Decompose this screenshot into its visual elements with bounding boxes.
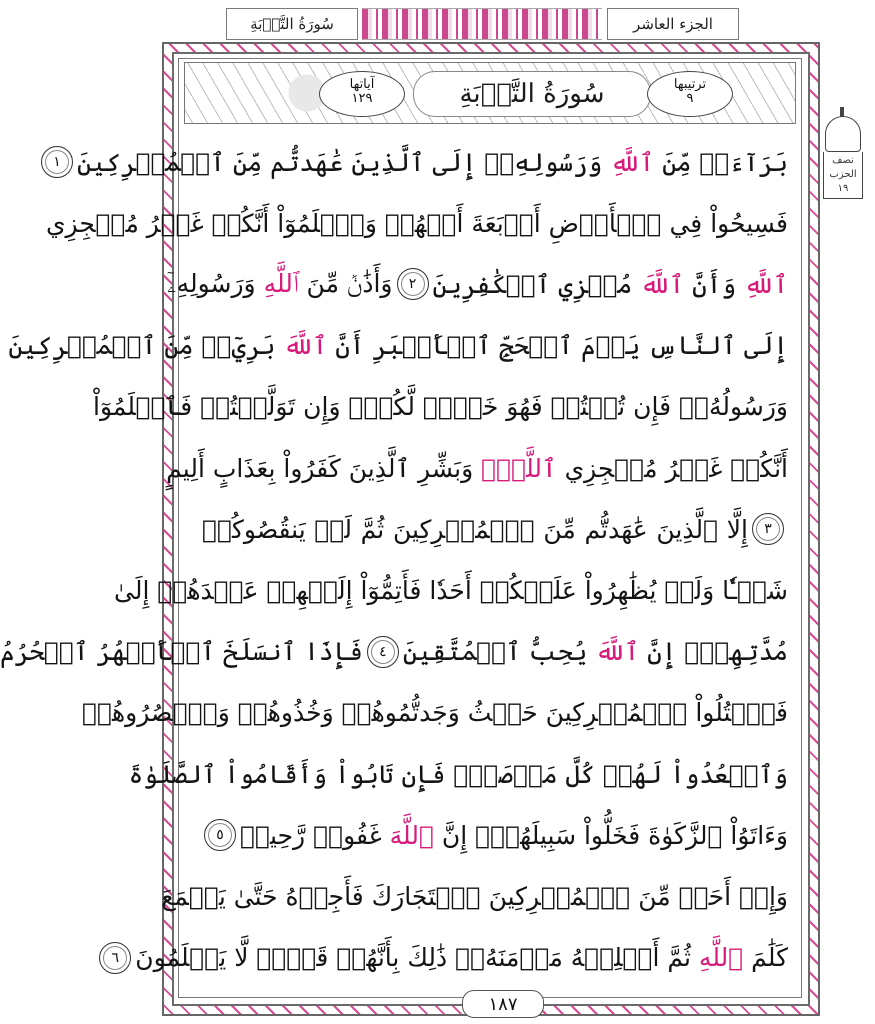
hizb-line-2: الحزب xyxy=(829,169,857,180)
order-label: ترتيبها xyxy=(673,77,707,92)
divine-name: ٱللَّهَ xyxy=(389,820,434,850)
verse-text xyxy=(161,882,788,911)
surah-order-medallion xyxy=(647,71,733,117)
ayah-number-marker: ٦ xyxy=(99,942,131,974)
surah-banner xyxy=(184,62,796,124)
verse-line xyxy=(128,748,788,800)
verses-value: ١٢٩ xyxy=(351,91,373,107)
verse-segment: مُدَّتِهِمۡۚ إِنَّ xyxy=(639,637,788,667)
verse-text xyxy=(129,760,788,789)
verse-line xyxy=(161,870,788,922)
page-number: ١٨٧ xyxy=(462,990,544,1018)
verse-segment: وَأَنَّ xyxy=(684,269,745,299)
verse-line xyxy=(45,197,788,249)
verses-label: آياتها xyxy=(349,77,375,92)
hizb-marker xyxy=(822,116,864,210)
verse-text xyxy=(77,148,788,177)
verse-text xyxy=(167,269,392,299)
verse-text xyxy=(240,821,788,850)
divine-name: ٱللَّهَ xyxy=(640,269,685,299)
verse-segment: بَرِيٓءٞ مِّنَ ٱلۡمُشۡرِكِينَ xyxy=(8,331,284,361)
hizb-marker-text xyxy=(823,152,863,199)
verse-line xyxy=(93,381,788,433)
verse-text xyxy=(46,209,788,238)
divine-name: ٱللَّهِ xyxy=(698,943,744,973)
divine-name: ٱللَّهِۗ xyxy=(481,453,557,483)
verses-count-medallion xyxy=(319,71,405,117)
verse-segment: وَرَسُولِهِۦٓ xyxy=(167,269,264,299)
verse-line xyxy=(113,564,788,616)
verse-line xyxy=(111,932,788,984)
divine-name: ٱللَّهِ xyxy=(263,269,299,299)
ayah-number-marker: ١ xyxy=(41,146,73,178)
verse-segment: كَلَٰمَ xyxy=(743,943,788,973)
verse-segment: فَسِيحُواْ فِي ٱلۡأَرۡضِ أَرۡبَعَةَ أَشۡهُرٖ وَٱعۡلَمُوٓاْ أَنَّكُمۡ غَيۡرُ مُعۡجِزِي xyxy=(45,208,788,238)
verse-segment: وَرَسُولِهِۦٓ إِلَى ٱلَّذِينَ عَٰهَدتُّم مِّنَ ٱلۡمُشۡرِكِينَ xyxy=(77,147,611,177)
verse-segment: يُحِبُّ ٱلۡمُتَّقِينَ xyxy=(402,637,596,667)
verse-line xyxy=(0,626,788,678)
verse-segment: فَٱقۡتُلُواْ ٱلۡمُشۡرِكِينَ حَيۡثُ وَجَدتُّمُوهُمۡ وَخُذُوهُمۡ وَٱحۡصُرُوهُمۡ xyxy=(81,698,788,728)
verse-segment: وَرَسُولُهُۥۚ فَإِن تُبۡتُمۡ فَهُوَ خَيۡرٞ لَّكُمۡۖ وَإِن تَوَلَّيۡتُمۡ فَٱعۡلَمُوٓاْ xyxy=(93,392,788,422)
verse-line xyxy=(53,136,788,188)
verse-line xyxy=(81,687,788,739)
verse-text xyxy=(433,270,789,299)
verse-line xyxy=(167,258,788,310)
ayah-number-marker: ٥ xyxy=(204,819,236,851)
divine-name: ٱللَّهَ xyxy=(283,331,328,361)
verse-segment: أَنَّكُمۡ غَيۡرُ مُعۡجِزِي xyxy=(556,453,788,483)
verse-line xyxy=(202,809,788,861)
verse-text xyxy=(202,515,748,544)
verse-text xyxy=(166,454,788,483)
surah-header-label: سُورَةُ التَّوۡبَةِ xyxy=(226,8,358,40)
verse-segment: ثُمَّ أَبۡلِغۡهُ مَأۡمَنَهُۥۚ ذَٰلِكَ بِأَنَّهُمۡ قَوۡمٞ لَّا يَعۡلَمُونَ xyxy=(135,943,699,973)
verse-segment: وَبَشِّرِ ٱلَّذِينَ كَفَرُواْ بِعَذَابٍ أَلِيمٍ xyxy=(166,453,482,483)
verse-text xyxy=(8,331,788,360)
verse-line xyxy=(202,503,788,555)
verse-segment: إِلَى ٱلنَّاسِ يَوۡمَ ٱلۡحَجِّ ٱلۡأَكۡبَرِ أَنَّ xyxy=(327,331,788,361)
verse-text xyxy=(114,576,788,605)
order-value: ٩ xyxy=(686,91,694,107)
verse-text xyxy=(135,943,788,972)
verse-segment: وَأَذَٰنٞ مِّنَ xyxy=(298,269,393,299)
surah-title: سُورَةُ التَّوۡبَةِ xyxy=(413,71,651,117)
verse-line xyxy=(8,320,788,372)
verse-line xyxy=(166,442,788,494)
verse-segment: شَيۡـٔٗا وَلَمۡ يُظَٰهِرُواْ عَلَيۡكُمۡ أَحَدٗا فَأَتِمُّوٓاْ إِلَيۡهِمۡ عَهۡدَهُمۡ إِلَىٰ xyxy=(113,575,788,605)
verse-segment: بَرَآءَةٞ مِّنَ xyxy=(654,147,788,177)
verse-segment: فَإِذَا ٱنسَلَخَ ٱلۡأَشۡهُرُ ٱلۡحُرُمُ xyxy=(0,637,363,667)
hizb-line-3: ١٩ xyxy=(837,183,849,194)
ayah-number-marker: ٢ xyxy=(397,268,429,300)
verse-segment: غَفُورٞ رَّحِيمٞ xyxy=(240,820,390,850)
verse-text xyxy=(0,637,363,666)
verse-segment: وَإِنۡ أَحَدٞ مِّنَ ٱلۡمُشۡرِكِينَ ٱسۡتَجَارَكَ فَأَجِرۡهُ حَتَّىٰ يَسۡمَعَ xyxy=(161,881,788,911)
verse-text xyxy=(403,637,788,666)
header-ornament-strip xyxy=(362,8,602,40)
dome-icon xyxy=(825,116,861,152)
verse-text xyxy=(93,392,788,421)
divine-name: ٱللَّهِ xyxy=(610,147,655,177)
ayah-number-marker: ٤ xyxy=(367,636,399,668)
verse-segment: وَٱقۡعُدُواْ لَهُمۡ كُلَّ مَرۡصَدٖۚ فَإِن تَابُواْ وَأَقَامُواْ ٱلصَّلَوٰةَ xyxy=(128,759,788,789)
verse-segment: وَءَاتَوُاْ ٱلزَّكَوٰةَ فَخَلُّواْ سَبِيلَهُمۡۚ إِنَّ xyxy=(433,820,788,850)
verse-segment: مُخۡزِي ٱلۡكَٰفِرِينَ xyxy=(432,269,641,299)
divine-name: ٱللَّهِ xyxy=(744,269,788,299)
divine-name: ٱللَّهَ xyxy=(595,637,640,667)
verse-segment: إِلَّا ٱلَّذِينَ عَٰهَدتُّم مِّنَ ٱلۡمُشۡرِكِينَ ثُمَّ لَمۡ يَنقُصُوكُمۡ xyxy=(202,514,748,544)
ayah-number-marker: ٣ xyxy=(752,513,784,545)
hizb-line-1: نصف xyxy=(832,155,854,166)
verse-text xyxy=(82,698,788,727)
juz-header-label: الجزء العاشر xyxy=(607,8,739,40)
